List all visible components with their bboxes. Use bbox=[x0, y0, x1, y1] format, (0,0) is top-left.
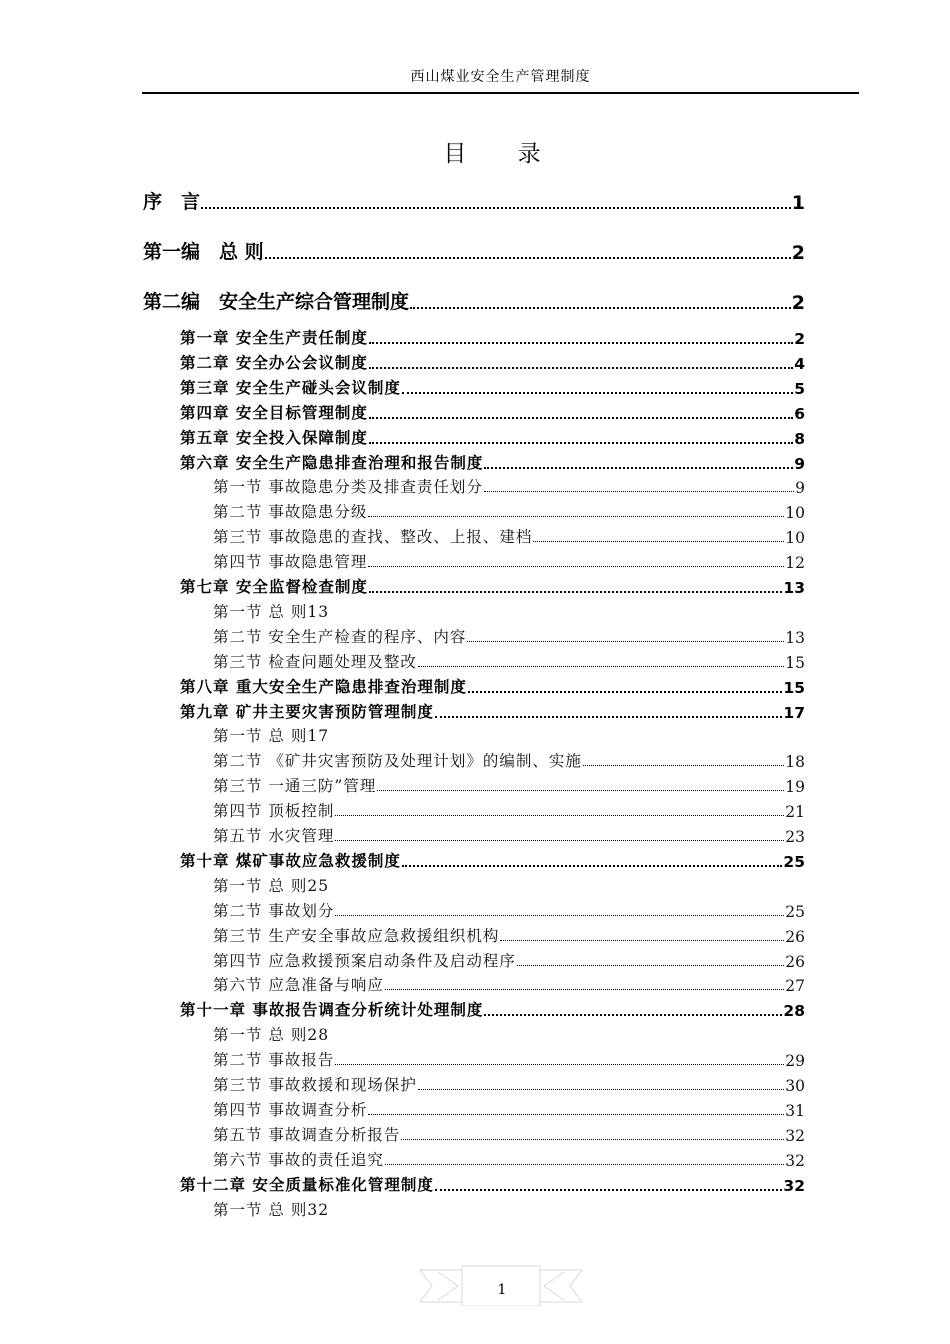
dot-leader bbox=[369, 342, 793, 344]
toc-entry-page: 27 bbox=[785, 977, 805, 996]
toc-entry-label: 第一节 总 则28 bbox=[213, 1026, 330, 1045]
toc-entry-page: 13 bbox=[785, 628, 805, 647]
toc-section-entry[interactable] bbox=[213, 550, 805, 572]
header-rule bbox=[142, 92, 859, 94]
toc-entry-page: 25 bbox=[783, 852, 805, 871]
running-header: 西山煤业安全生产管理制度 bbox=[410, 69, 591, 85]
toc-chapter-entry[interactable] bbox=[180, 998, 805, 1020]
dot-leader bbox=[369, 417, 793, 419]
toc-entry-page: 10 bbox=[785, 504, 805, 523]
toc-entry-label: 第三节 事故救援和现场保护 bbox=[213, 1076, 417, 1094]
toc-chapter-entry[interactable] bbox=[180, 351, 805, 373]
toc-entry-page: 21 bbox=[785, 803, 805, 822]
toc-section-entry[interactable] bbox=[213, 600, 329, 622]
toc-part-entry[interactable] bbox=[143, 237, 805, 264]
toc-entry-label: 第二节 事故隐患分级 bbox=[213, 503, 368, 522]
toc-section-entry[interactable] bbox=[213, 899, 805, 921]
dot-leader bbox=[368, 1114, 784, 1115]
toc-entry-label: 第五节 水灾管理 bbox=[213, 827, 335, 845]
toc-entry-label: 第四节 事故调查分析 bbox=[213, 1100, 368, 1119]
dot-leader bbox=[484, 1014, 782, 1016]
toc-entry-page: 9 bbox=[794, 454, 805, 473]
dot-leader bbox=[368, 566, 784, 567]
toc-entry-page: 31 bbox=[785, 1101, 805, 1120]
toc-entry-label: 第四节 事故隐患管理 bbox=[213, 553, 368, 572]
toc-entry-label: 第四节 顶板控制 bbox=[213, 802, 335, 821]
toc-entry-label: 第十二章 安全质量标准化管理制度 bbox=[180, 1175, 434, 1194]
toc-entry-page: 9 bbox=[795, 479, 805, 498]
toc-entry-label: 第二章 安全办公会议制度 bbox=[180, 353, 368, 372]
dot-leader bbox=[368, 516, 784, 517]
dot-leader bbox=[533, 541, 784, 542]
dot-leader bbox=[402, 865, 783, 867]
toc-entry-label: 第八章 重大安全生产隐患排查治理制度 bbox=[180, 677, 467, 696]
toc-entry-page: 4 bbox=[794, 354, 805, 373]
toc-entry-page: 32 bbox=[785, 1126, 805, 1145]
toc-entry-page: 26 bbox=[785, 952, 805, 971]
toc-entry-label: 第一节 总 则17 bbox=[213, 727, 330, 746]
page-number: 1 bbox=[497, 1282, 507, 1298]
toc-entry-label: 第三节 生产安全事故应急救援组织机构 bbox=[213, 926, 500, 945]
toc-title: 目 录 bbox=[443, 141, 563, 167]
toc-entry-label: 第二节 事故划分 bbox=[213, 901, 335, 920]
dot-leader bbox=[385, 989, 784, 990]
toc-entry-page: 29 bbox=[785, 1052, 805, 1071]
toc-chapter-entry[interactable] bbox=[180, 376, 805, 398]
toc-entry-page: 17 bbox=[783, 703, 805, 722]
toc-entry-page: 8 bbox=[794, 429, 805, 448]
toc-entry-page: 2 bbox=[794, 330, 805, 348]
toc-entry-page: 32 bbox=[783, 1176, 805, 1195]
toc-part-entry[interactable] bbox=[143, 287, 805, 314]
toc-section-entry[interactable] bbox=[213, 475, 805, 497]
dot-leader bbox=[369, 442, 793, 444]
toc-entry-label: 第五章 安全投入保障制度 bbox=[180, 428, 368, 447]
toc-entry-label: 第四章 安全目标管理制度 bbox=[180, 403, 368, 422]
toc-entry-page: 32 bbox=[785, 1151, 805, 1170]
toc-entry-page: 2 bbox=[791, 242, 805, 264]
toc-section-entry[interactable] bbox=[213, 500, 805, 522]
toc-entry-page: 19 bbox=[785, 778, 805, 797]
toc-entry-label: 第三节 检查问题处理及整改 bbox=[213, 652, 417, 671]
dot-leader bbox=[385, 1164, 784, 1165]
toc-entry-label: 第十章 煤矿事故应急救援制度 bbox=[180, 851, 401, 870]
dot-leader bbox=[517, 965, 784, 966]
toc-section-entry[interactable] bbox=[213, 1098, 805, 1120]
toc-chapter-entry[interactable] bbox=[180, 451, 805, 473]
toc-entry-page: 15 bbox=[785, 653, 805, 672]
dot-leader bbox=[335, 840, 784, 841]
dot-leader bbox=[335, 915, 784, 916]
toc-section-entry[interactable] bbox=[213, 824, 805, 846]
toc-chapter-entry[interactable] bbox=[180, 1173, 805, 1195]
toc-chapter-entry[interactable] bbox=[180, 675, 805, 697]
toc-entry-label: 第三节 一通三防”管理 bbox=[213, 777, 377, 796]
toc-entry-label: 第一节 事故隐患分类及排查责任划分 bbox=[213, 478, 483, 497]
toc-section-entry[interactable] bbox=[213, 1198, 329, 1220]
toc-section-entry[interactable] bbox=[213, 1123, 805, 1145]
toc-section-entry[interactable] bbox=[213, 525, 805, 547]
dot-leader bbox=[377, 790, 784, 791]
toc-entry-label: 第一编 总 则 bbox=[143, 241, 264, 263]
toc-section-entry[interactable] bbox=[213, 949, 805, 971]
toc-entry-label: 第六章 安全生产隐患排查治理和报告制度 bbox=[180, 453, 484, 472]
toc-section-entry[interactable] bbox=[213, 1048, 805, 1070]
toc-entry-label: 第五节 事故调查分析报告 bbox=[213, 1125, 401, 1144]
toc-section-entry[interactable] bbox=[213, 724, 329, 746]
toc-entry-label: 第二编 安全生产综合管理制度 bbox=[143, 291, 410, 313]
toc-entry-label: 第四节 应急救援预案启动条件及启动程序 bbox=[213, 951, 516, 970]
toc-entry-label: 第九章 矿井主要灾害预防管理制度 bbox=[180, 702, 434, 721]
dot-leader bbox=[401, 1139, 784, 1140]
toc-entry-label: 第二节 安全生产检查的程序、内容 bbox=[213, 627, 467, 646]
toc-section-entry[interactable] bbox=[213, 1073, 805, 1095]
toc-chapter-entry[interactable] bbox=[180, 849, 805, 871]
dot-leader bbox=[583, 765, 784, 766]
toc-entry-page: 23 bbox=[785, 828, 805, 846]
toc-entry-label: 序 言 bbox=[143, 191, 201, 213]
dot-leader bbox=[335, 1064, 784, 1065]
toc-entry-page: 2 bbox=[791, 292, 805, 314]
toc-chapter-entry[interactable] bbox=[180, 700, 805, 722]
toc-entry-page: 25 bbox=[785, 902, 805, 921]
dot-leader bbox=[484, 491, 794, 492]
toc-entry-page: 12 bbox=[785, 554, 805, 573]
toc-entry-page: 6 bbox=[794, 404, 805, 423]
dot-leader bbox=[435, 1189, 783, 1191]
dot-leader bbox=[500, 940, 784, 941]
dot-leader bbox=[410, 307, 791, 309]
toc-section-entry[interactable] bbox=[213, 924, 805, 946]
dot-leader bbox=[418, 1089, 784, 1090]
toc-entry-label: 第二节 《矿井灾害预防及处理计划》的编制、实施 bbox=[213, 752, 582, 771]
toc-entry-label: 第十一章 事故报告调查分析统计处理制度 bbox=[180, 1001, 484, 1020]
toc-entry-page: 5 bbox=[794, 379, 805, 398]
dot-leader bbox=[402, 392, 793, 394]
toc-section-entry[interactable] bbox=[213, 650, 805, 672]
toc-section-entry[interactable] bbox=[213, 973, 805, 995]
toc-chapter-entry[interactable] bbox=[180, 401, 805, 423]
toc-section-entry[interactable] bbox=[213, 1148, 805, 1170]
toc-section-entry[interactable] bbox=[213, 799, 805, 821]
toc-section-entry[interactable] bbox=[213, 749, 805, 771]
toc-entry-label: 第一章 安全生产责任制度 bbox=[180, 329, 368, 347]
toc-entry-label: 第三节 事故隐患的查找、整改、上报、建档 bbox=[213, 528, 533, 547]
toc-section-entry[interactable] bbox=[213, 874, 329, 896]
toc-chapter-entry[interactable] bbox=[180, 326, 805, 348]
toc-entry-page: 28 bbox=[783, 1002, 805, 1021]
dot-leader bbox=[484, 467, 793, 469]
toc-entry-page: 1 bbox=[791, 192, 805, 214]
dot-leader bbox=[435, 716, 783, 718]
toc-chapter-entry[interactable] bbox=[180, 426, 805, 448]
dot-leader bbox=[265, 257, 791, 259]
toc-entry-label: 第六节 应急准备与响应 bbox=[213, 976, 384, 995]
toc-section-entry[interactable] bbox=[213, 1023, 329, 1045]
dot-leader bbox=[369, 591, 783, 593]
dot-leader bbox=[201, 207, 791, 209]
toc-section-entry[interactable] bbox=[213, 625, 805, 647]
toc-entry-page: 10 bbox=[785, 529, 805, 548]
toc-entry-label: 第六节 事故的责任追究 bbox=[213, 1150, 384, 1169]
toc-entry-label: 第一节 总 则25 bbox=[213, 876, 330, 895]
toc-part-entry[interactable] bbox=[143, 187, 805, 214]
toc-entry-label: 第七章 安全监督检查制度 bbox=[180, 578, 368, 596]
toc-entry-page: 30 bbox=[785, 1077, 805, 1095]
toc-entry-label: 第一节 总 则32 bbox=[213, 1200, 330, 1219]
toc-entry-page: 26 bbox=[785, 927, 805, 946]
toc-entry-label: 第二节 事故报告 bbox=[213, 1051, 335, 1070]
toc-entry-page: 13 bbox=[783, 579, 805, 597]
toc-entry-label: 第三章 安全生产碰头会议制度 bbox=[180, 378, 401, 397]
dot-leader bbox=[468, 691, 783, 693]
dot-leader bbox=[369, 367, 793, 369]
toc-entry-page: 18 bbox=[785, 753, 805, 772]
toc-entry-page: 15 bbox=[783, 678, 805, 697]
dot-leader bbox=[418, 666, 784, 667]
toc-chapter-entry[interactable] bbox=[180, 575, 805, 597]
toc-entry-label: 第一节 总 则13 bbox=[213, 602, 330, 621]
dot-leader bbox=[467, 641, 784, 642]
dot-leader bbox=[335, 815, 784, 816]
toc-section-entry[interactable] bbox=[213, 774, 805, 796]
